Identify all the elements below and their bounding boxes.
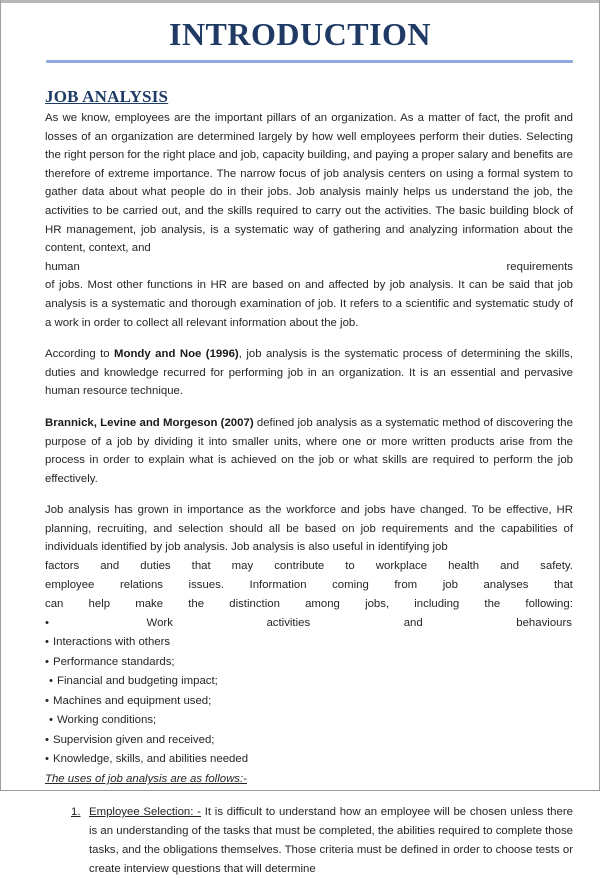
list-item-label: Supervision given and received; (53, 733, 215, 746)
justified-word: contribute (274, 560, 325, 573)
page-title: INTRODUCTION (168, 16, 432, 52)
justified-word: issues. (188, 579, 224, 592)
paragraph-4-justified-line-2 (45, 576, 573, 595)
justified-word: health (448, 560, 480, 573)
uses-of-job-analysis-list (45, 803, 573, 878)
list-item (45, 750, 573, 769)
justified-word: from (394, 579, 418, 592)
justified-word: and (403, 617, 423, 630)
list-item (45, 731, 573, 750)
list-item (45, 711, 573, 730)
paragraph-3-rest: defined job analysis as a systematic method of discovering the purpose of a job by dividing it into smaller units, where one or more written products arise from the process in order to explain what is achieved on the job or what skills are required to perform the job effectively. (45, 416, 573, 485)
justified-word: activities (266, 617, 311, 630)
justified-word: that (191, 560, 211, 573)
paragraph-2-mondy-noe (45, 345, 573, 401)
bullet-dot-icon: • (45, 617, 49, 630)
justified-word: duties (140, 560, 171, 573)
justified-word: the (188, 598, 205, 611)
justified-word: make (135, 598, 164, 611)
list-item-label: Performance standards; (53, 655, 175, 668)
justified-word: distinction (229, 598, 280, 611)
list-item (45, 653, 573, 672)
justified-word: including (414, 598, 460, 611)
justified-word: that (553, 579, 573, 592)
justified-word: can (45, 598, 64, 611)
list-item-first (45, 614, 573, 633)
justified-word: employee (45, 579, 95, 592)
justified-word: help (88, 598, 111, 611)
bullet-dot-icon: • (45, 636, 49, 649)
justified-word: may (231, 560, 254, 573)
justified-word: and (100, 560, 120, 573)
justified-word: to (345, 560, 355, 573)
list-item (45, 692, 573, 711)
justified-word: jobs, (365, 598, 390, 611)
justified-word: Work (146, 617, 173, 630)
paragraph-2-prefix: According to (45, 348, 115, 361)
justified-word: among (305, 598, 340, 611)
bullet-dot-icon: • (45, 733, 49, 746)
section-heading-job-analysis: JOB ANALYSIS (45, 87, 169, 106)
list-item-description: It is difficult to understand how an employee will be chosen unless there is an understanding of the tasks that must be completed, the abilities required to complete those tasks, and the obligations themselves. Those criteria must be defined in order to choose tests or create interview questions that will determine (89, 806, 573, 875)
bullet-dot-icon: • (49, 714, 53, 727)
document-body (45, 109, 573, 879)
justified-word: the (484, 598, 501, 611)
bullet-dot-icon: • (45, 694, 49, 707)
justified-word: analyses (483, 579, 529, 592)
page-top-edge (1, 0, 599, 3)
justified-word: following: (525, 598, 573, 611)
job-analysis-bullet-items (45, 633, 573, 769)
list-item (45, 633, 573, 652)
paragraph-4-part-a: Job analysis has grown in importance as the workforce and jobs have changed. To be effective, HR planning, recruiting, and selection should all be based on job requirements and the capabilities of individuals identified by job analysis. Job analysis is also useful in identifying job (45, 504, 573, 554)
paragraph-1-justified-line (45, 258, 573, 277)
paragraph-3-brannick (45, 414, 573, 488)
justified-word-left: human (45, 260, 80, 273)
job-analysis-information-list (45, 614, 573, 633)
list-item (45, 672, 573, 691)
justified-word: coming (332, 579, 369, 592)
list-item-label: Working conditions; (57, 714, 157, 727)
list-item-label: Machines and equipment used; (53, 694, 212, 707)
bullet-dot-icon: • (45, 752, 49, 765)
justified-word: safety. (540, 560, 573, 573)
justified-word: behaviours (516, 617, 572, 630)
citation-mondy-noe: Mondy and Noe (1996) (114, 348, 239, 361)
title-divider (46, 60, 573, 63)
justified-word-right: requirements (506, 260, 573, 273)
paragraph-4-justified-line-3 (45, 595, 573, 614)
justified-word: relations (119, 579, 163, 592)
uses-of-job-analysis-label: The uses of job analysis are as follows:- (45, 773, 247, 786)
justified-word: job (442, 579, 458, 592)
justified-word: workplace (375, 560, 428, 573)
paragraph-2-rest: , job analysis is the systematic process of determining the skills, duties and knowledge recurred for performing job in an organization. It is an essential and pervasive human resource technique. (45, 348, 574, 398)
list-item-term: Employee Selection: - (89, 806, 201, 819)
paragraph-4-justified-line-1 (45, 557, 573, 576)
numbered-list-item (71, 803, 573, 878)
paragraph-1-part-a: As we know, employees are the important pillars of an organization. As a matter of fact, the profit and losses of an organization are determined largely by how well employees perform their duties. Selecting the right person for the right place and job, capacity building, and paying a proper salary and benefits are therefore of extreme importance. The narrow focus of job analysis centers on using a formal system to gather data about what people do in their jobs. Job analysis mainly helps us understand the job, the activities to be carried out, and the skills required to carry out the activities. The basic building block of HR management, job analysis, is a systematic way of gathering and analyzing information about the content, context, and (45, 112, 573, 255)
list-item-label: Knowledge, skills, and abilities needed (53, 752, 249, 765)
list-item-label: Financial and budgeting impact; (57, 675, 218, 688)
justified-word: and (500, 560, 520, 573)
bullet-dot-icon: • (49, 675, 53, 688)
paragraph-1-part-b: of jobs. Most other functions in HR are based on and affected by job analysis. It can be said that job analysis is a systematic and thorough examination of job. It refers to a scientific and systematic study of a work in order to collect all relevant information about the job. (45, 279, 573, 329)
list-item-label: Interactions with others (53, 636, 171, 649)
bullet-dot-icon: • (45, 655, 49, 668)
justified-word: Information (249, 579, 307, 592)
citation-brannick: Brannick, Levine and Morgeson (2007) (45, 416, 254, 429)
list-item-number: 1. (71, 806, 81, 819)
justified-word: factors (45, 560, 80, 573)
